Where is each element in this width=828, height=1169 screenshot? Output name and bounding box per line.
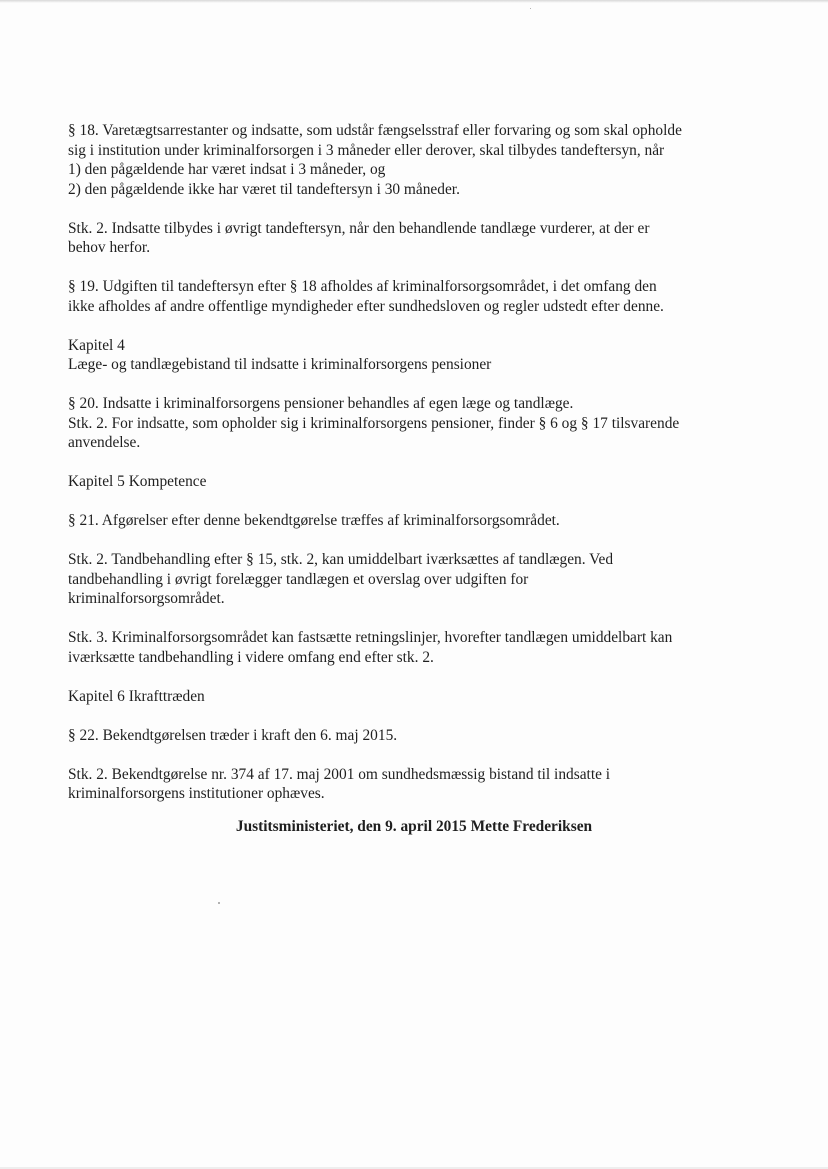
chapter-5-heading [68,472,748,492]
paragraph-gap [68,609,748,629]
chapter-6-heading [68,687,748,707]
text-line: tandbehandling i øvrigt forelægger tandlægen et overslag over udgiften for [68,570,529,588]
text-line: Læge- og tandlægebistand til indsatte i kriminalforsorgens pensioner [68,356,492,373]
paragraph-gap [68,375,748,395]
text-line: 2) den pågældende ikke har været til tandeftersyn i 30 måneder. [68,180,460,198]
text-line: behov herfor. [68,239,151,256]
text-line: 1) den pågældende har været indsat i 3 måneder, og [68,161,386,178]
scan-speck [218,902,220,904]
text-line: Kapitel 6 Ikrafttræden [68,687,205,705]
text-line: Stk. 3. Kriminalforsorgsområdet kan fastsætte retningslinjer, hvorefter tandlægen umiddelbart kan [68,629,673,646]
paragraph-gap [68,492,748,512]
paragraph-section-22-stk-2 [68,765,748,804]
scan-top-edge [0,0,828,3]
paragraph-gap [68,667,748,687]
text-line: ikke afholdes af andre offentlige myndigheder efter sundhedsloven og regler udstedt efter denne. [68,297,664,315]
paragraph-gap [68,316,748,336]
paragraph-section-18 [68,121,748,199]
paragraph-section-19 [68,277,748,316]
text-line: anvendelse. [68,434,141,451]
text-line: iværksætte tandbehandling i videre omfang end efter stk. 2. [68,648,434,666]
paragraph-gap [68,453,748,473]
text-line: Stk. 2. Tandbehandling efter § 15, stk. 2, kan umiddelbart iværksættes af tandlægen. Ved [68,551,614,568]
paragraph-section-21-stk-2 [68,550,748,609]
paragraph-gap [68,258,748,278]
scan-speck [530,8,531,9]
paragraph-gap [68,531,748,551]
text-line: kriminalforsorgsområdet. [68,590,225,607]
text-line: sig i institution under kriminalforsorgen i 3 måneder eller derover, skal tilbydes tandeftersyn, når [68,141,665,159]
paragraph-section-20 [68,394,748,453]
text-line: Kapitel 4 [68,336,125,354]
paragraph-gap [68,745,748,765]
chapter-4-heading [68,336,748,375]
text-line: § 21. Afgørelser efter denne bekendtgørelse træffes af kriminalforsorgsområdet. [68,512,560,529]
text-line: § 18. Varetægtsarrestanter og indsatte, som udstår fængselsstraf eller forvaring og som skal opholde [68,122,682,139]
paragraph-section-18-stk-2 [68,219,748,258]
signature-line: Justitsministeriet, den 9. april 2015 Mette Frederiksen [235,818,593,835]
paragraph-gap [68,706,748,726]
text-line: Stk. 2. Bekendtgørelse nr. 374 af 17. maj 2001 om sundhedsmæssig bistand til indsatte i [68,765,611,783]
text-line: Stk. 2. Indsatte tilbydes i øvrigt tandeftersyn, når den behandlende tandlæge vurderer, at der er [68,219,650,237]
text-line: § 22. Bekendtgørelsen træder i kraft den 6. maj 2015. [68,726,398,744]
document-body [68,121,748,804]
paragraph-gap [68,199,748,219]
paragraph-section-22 [68,726,748,746]
text-line: § 19. Udgiften til tandeftersyn efter § 18 afholdes af kriminalforsorgsområdet, i det omfang den [68,278,657,295]
paragraph-section-21 [68,511,748,531]
text-line: § 20. Indsatte i kriminalforsorgens pensioner behandles af egen læge og tandlæge. [68,395,574,412]
paragraph-section-21-stk-3 [68,628,748,667]
text-line: kriminalforsorgens institutioner ophæves. [68,785,325,802]
text-line: Stk. 2. For indsatte, som opholder sig i kriminalforsorgens pensioner, finder § 6 og § 17 tilsvarende [68,414,680,432]
text-line: Kapitel 5 Kompetence [68,473,207,490]
